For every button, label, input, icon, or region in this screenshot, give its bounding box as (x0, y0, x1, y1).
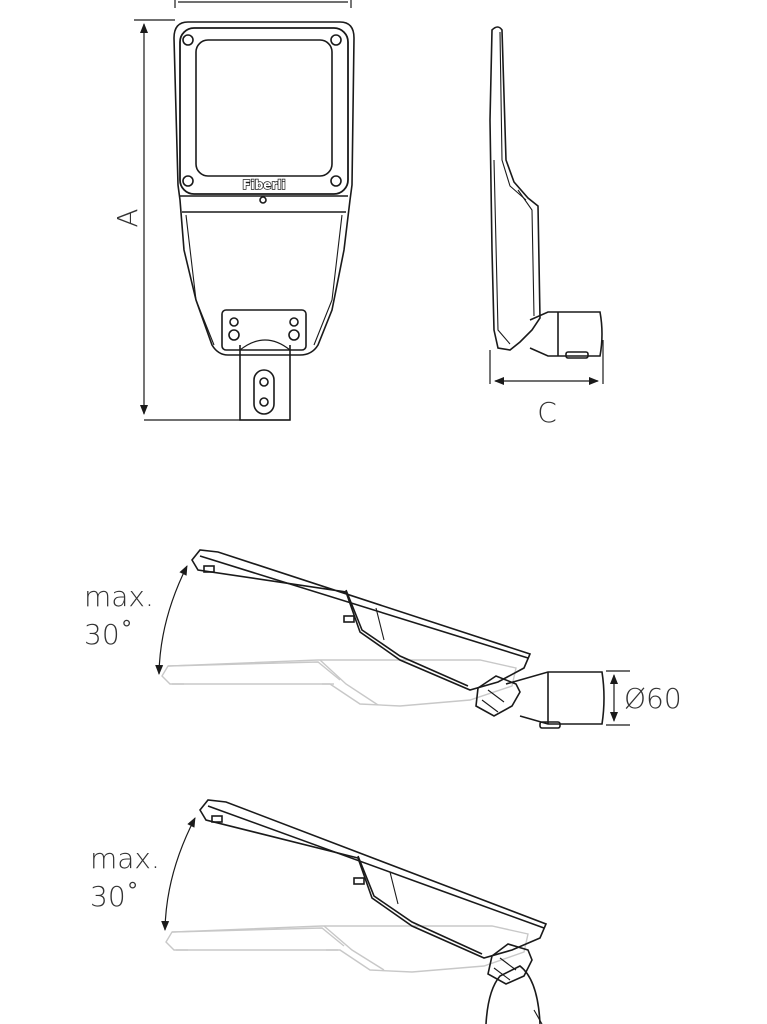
brand-logo: Fiberli (242, 178, 286, 192)
tilt-mount (476, 672, 604, 728)
front-view (144, 0, 354, 420)
tilt-arc (165, 818, 195, 930)
tilt-view-1 (159, 550, 630, 728)
front-spigot (240, 345, 290, 420)
lens-frame (180, 28, 348, 194)
tilted-head (192, 550, 530, 690)
height-label: A (111, 208, 144, 228)
tilt-view-2 (165, 800, 546, 1024)
depth-label: C (537, 396, 557, 429)
lens-window (196, 40, 332, 176)
tilt-label-2-line1: max. (90, 842, 160, 875)
width-dimension (175, 0, 351, 8)
tilted-head (200, 800, 546, 958)
side-spigot (530, 312, 602, 356)
ghost-position (166, 926, 528, 972)
tilt-label-1-line1: max. (84, 580, 154, 613)
screw-icon (183, 35, 193, 45)
screw-icon (331, 35, 341, 45)
diameter-label: Ø60 (624, 682, 682, 715)
side-view (490, 27, 603, 384)
tilt-arc (159, 566, 187, 674)
tilt-label-1-line2: 30˚ (84, 618, 134, 651)
screw-icon (183, 176, 193, 186)
screw-icon (331, 176, 341, 186)
tilt-label-2-line2: 30˚ (90, 880, 140, 913)
